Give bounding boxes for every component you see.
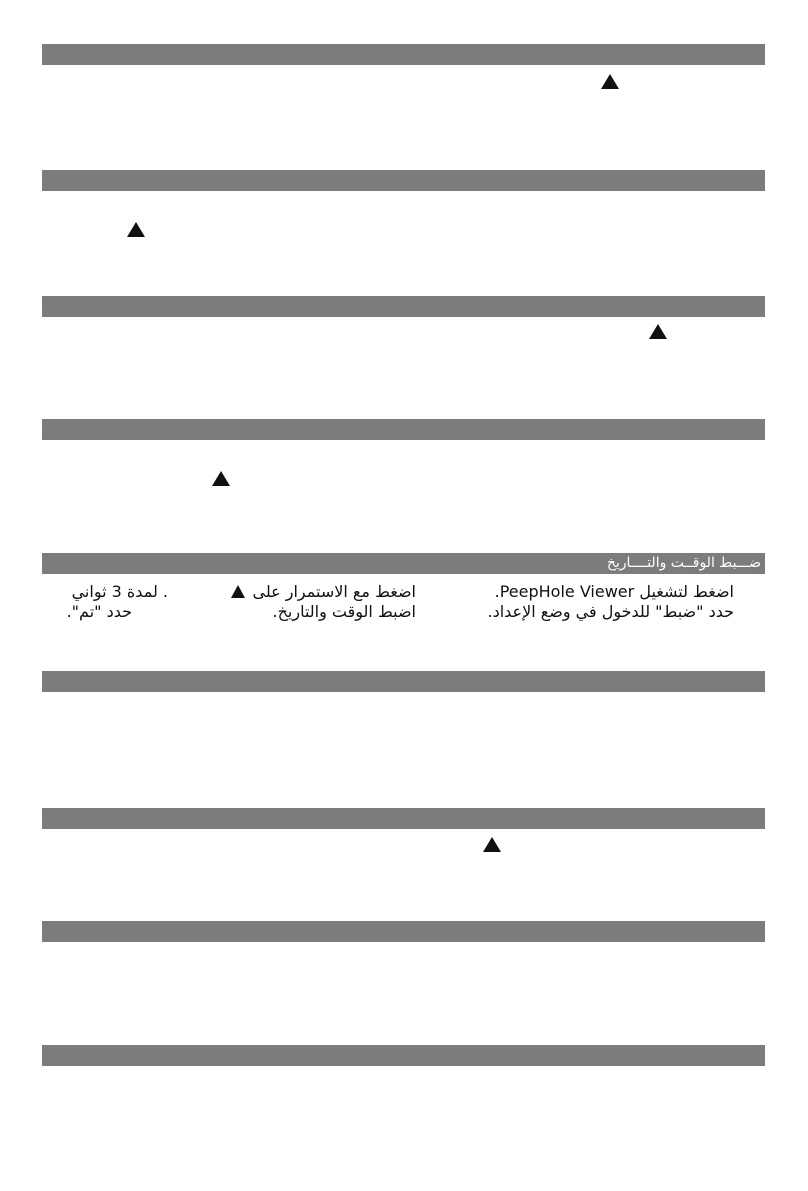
section-bar-2 xyxy=(42,170,765,191)
section-bar-8 xyxy=(42,921,765,942)
instruction-column-left xyxy=(67,582,168,622)
app-name: PeepHole Viewer xyxy=(499,582,635,601)
instruction-text: اضغط مع الاستمرار على xyxy=(252,582,416,601)
section-title: ضـــبط الوقــت والتــــاريخ xyxy=(606,555,761,571)
instruction-line xyxy=(229,582,416,602)
section-bar-1 xyxy=(42,44,765,65)
section-bar-7 xyxy=(42,808,765,829)
section-bar-6 xyxy=(42,671,765,692)
instruction-line: . لمدة 3 ثواني xyxy=(71,582,168,601)
up-triangle-icon xyxy=(212,471,230,486)
instruction-column-right xyxy=(488,582,735,622)
up-triangle-icon xyxy=(231,585,245,598)
instruction-line: اضبط الوقت والتاريخ. xyxy=(272,602,416,621)
instruction-column-middle xyxy=(229,582,416,622)
up-triangle-icon xyxy=(601,74,619,89)
instruction-line: حدد "تم". xyxy=(66,602,132,621)
up-triangle-icon xyxy=(127,222,145,237)
instruction-line xyxy=(488,582,735,602)
up-triangle-icon xyxy=(649,324,667,339)
section-bar-3 xyxy=(42,296,765,317)
instruction-period: . xyxy=(494,582,500,601)
up-triangle-icon xyxy=(483,837,501,852)
section-bar-4 xyxy=(42,419,765,440)
instruction-line: حدد "ضبط" للدخول في وضع الإعداد. xyxy=(487,602,734,621)
section-bar-9 xyxy=(42,1045,765,1066)
instruction-text: اضغط لتشغيل xyxy=(639,582,734,601)
section-bar-5 xyxy=(42,553,765,574)
